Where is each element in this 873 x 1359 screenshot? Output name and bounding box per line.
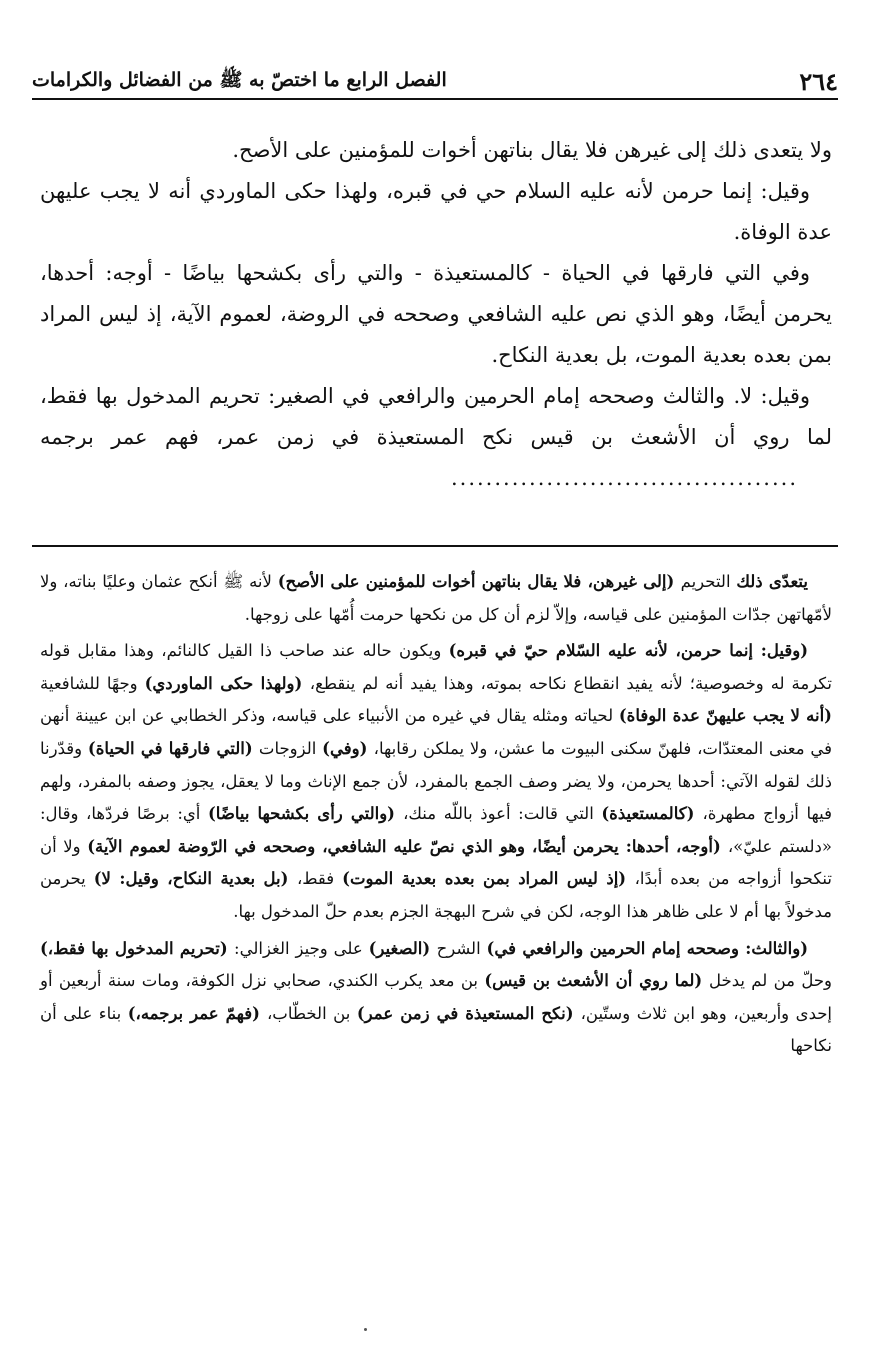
commentary-paragraph <box>40 635 832 928</box>
commentary-segment: يحرمن مدخولاً بها أم لا على ظاهر هذا الوجه، لكن في شرح البهجة الجزم بعدم حلّ المدخول بها. <box>40 869 832 921</box>
quoted-matn-segment: (التي فارقها في الحياة) <box>87 738 253 758</box>
quoted-matn-segment: يتعدّى ذلك <box>736 572 808 591</box>
matn-paragraph: وقيل: إنما حرمن لأنه عليه السلام حي في قبره، ولهذا حكى الماوردي أنه لا يجب عليهن عدة الوفاة. <box>40 179 832 244</box>
page-speck <box>364 1328 367 1331</box>
running-title: الفصل الرابع ما اختصّ به ﷺ من الفضائل والكرامات <box>32 69 447 91</box>
matn-paragraph <box>40 376 832 499</box>
quoted-matn-segment: (والتي رأى بكشحها بياضًا) <box>207 804 395 824</box>
header-rule <box>32 98 838 100</box>
commentary-segment: لحياته ومثله يقال في غيره من الأنبياء على قياسه، وذكر الخطابي عن ابن عيينة أنهن في معنى المعتدّات، فلهنّ سكنى البيوت ما عشن، ولا يملكن رقابها، <box>40 706 832 758</box>
commentary-segment: فقط، <box>296 869 335 889</box>
quoted-matn-segment: (تحريم المدخول بها فقط،) <box>40 938 228 958</box>
quoted-matn-segment: (أوجه، أحدها: يحرمن أيضًا، وهو الذي نصّ عليه الشافعي، وصححه في الرّوضة لعموم الآية) <box>87 836 721 856</box>
matn-paragraph-text: وقيل: لا. والثالث وصححه إمام الحرمين والرافعي في الصغير: تحريم المدخول بها فقط، لما روي أن الأشعث بن قيس نكح المستعيذة في زمن عمر، فهم عمر برجمه <box>40 384 832 449</box>
commentary-text <box>40 566 832 1067</box>
matn-paragraph: ولا يتعدى ذلك إلى غيرهن فلا يقال بناتهن أخوات للمؤمنين على الأصح. <box>232 138 832 162</box>
quoted-matn-segment: (لما روي أن الأشعث بن قيس) <box>484 971 703 991</box>
separator-rule <box>32 545 838 547</box>
quoted-matn-segment: (إلى غيرهن، فلا يقال بناتهن أخوات للمؤمنين على الأصح) <box>277 572 675 591</box>
quoted-matn-segment: (كالمستعيذة) <box>601 804 695 824</box>
commentary-segment: وحلّ من لم يدخل <box>709 971 833 991</box>
quoted-matn-segment: (وفي) <box>322 738 368 758</box>
main-text <box>40 130 832 499</box>
commentary-paragraph <box>40 933 832 1063</box>
commentary-segment: أي: برصًا فردّها، وقال: «دلستم عليّ»، <box>40 804 833 856</box>
commentary-segment: ويكون حاله عند صاحب ذا القيل كالنائم، وهذا مقابل قوله تكرمة له وخصوصية؛ لأنه يفيد انقطاع نكاحه بموته، وهذا يفيد أنه لم ينقطع، <box>40 641 833 693</box>
quoted-matn-segment: (والثالث: وصححه إمام الحرمين والرافعي في) <box>486 938 809 958</box>
commentary-segment: وجهًا للشافعية <box>40 673 138 693</box>
commentary-segment: بن معد يكرب الكندي، صحابي نزل الكوفة، ومات سنة أربعين أو إحدى وأربعين، وهو ابن ثلاث وستّين، <box>40 971 833 1023</box>
commentary-segment: بن الخطّاب، <box>266 1003 351 1023</box>
commentary-segment: على وجيز الغزالي: <box>234 938 363 958</box>
matn-paragraph: وفي التي فارقها في الحياة - كالمستعيذة - والتي رأى بكشحها بياضًا - أوجه: أحدها، يحرمن أيضًا، وهو الذي نص عليه الشافعي وصححه في الروضة، لعموم الآية، إذ ليس المراد بمن بعده بعدية الموت، بل بعدية النكاح. <box>40 261 832 367</box>
commentary-segment: التحريم <box>680 572 731 591</box>
commentary-segment: التي قالت: أعوذ باللّه منك، <box>403 804 594 824</box>
quoted-matn-segment: (بل بعدية النكاح، وقيل: لا) <box>93 869 289 889</box>
commentary-segment: بناء على أن نكاحها <box>40 1003 832 1056</box>
quoted-matn-segment: (وقيل: إنما حرمن، لأنه عليه السّلام حيّ في قبره) <box>448 641 808 661</box>
commentary-paragraph <box>40 566 832 631</box>
quoted-matn-segment: (إذ ليس المراد بمن بعده بعدية الموت) <box>342 869 627 889</box>
commentary-segment: الشرح <box>436 938 481 958</box>
commentary-segment: ولا أن تنكحوا أزواجه من بعده أبدًا، <box>40 836 833 889</box>
commentary-segment: لأنه ﷺ أنكح عثمان وعليًا بناته، ولا لأمّهاتهن جدّات المؤمنين على قياسه، وإلاّ لزم أن كل من نكحها حرمت أُمّها على زوجها. <box>40 572 832 624</box>
quoted-matn-segment: (الصغير) <box>368 938 431 958</box>
quoted-matn-segment: (نكح المستعيذة في زمن عمر) <box>356 1003 574 1023</box>
page-number: ٢٦٤ <box>799 67 838 96</box>
quoted-matn-segment: (ولهذا حكى الماوردي) <box>144 673 303 693</box>
quoted-matn-segment: (فهمّ عمر برجمه،) <box>127 1003 260 1023</box>
page-header <box>32 58 838 96</box>
quoted-matn-segment: (أنه لا يجب عليهنّ عدة الوفاة) <box>618 706 832 726</box>
dotted-leader: ........................................ <box>450 466 798 490</box>
commentary-segment: الزوجات <box>258 738 317 758</box>
commentary-segment: وقدّرنا ذلك لقوله الآتي: أحدها يحرمن، ولا يضر وصف الجمع بالمفرد، لأن جمع الإناث وما لا يعقل، يجوز وصفه بالمفرد، ولهم فيها أزواج مطهرة، <box>40 738 832 824</box>
